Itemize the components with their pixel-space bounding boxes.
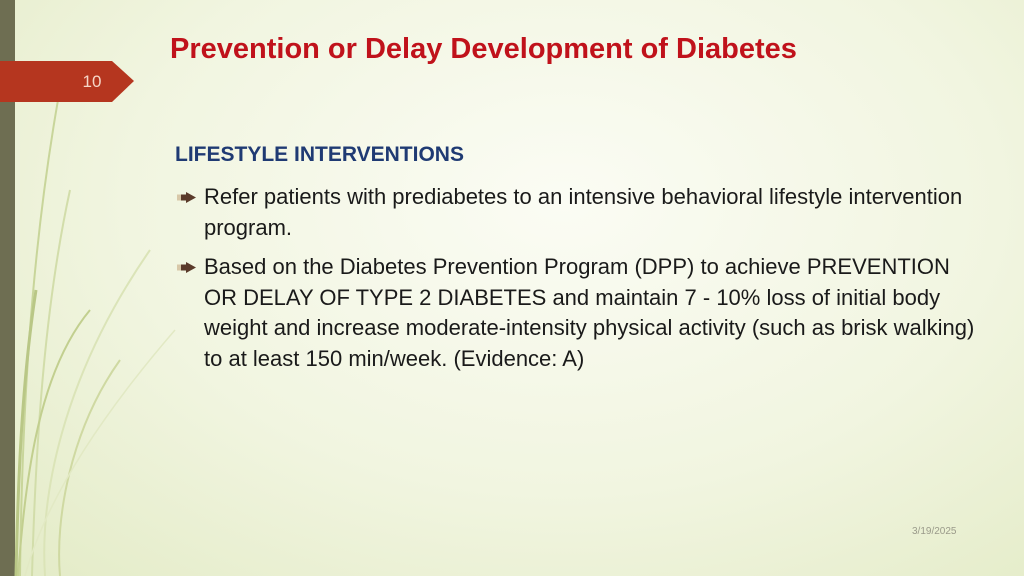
slide-date: 3/19/2025 bbox=[912, 526, 957, 537]
slide-title: Prevention or Delay Development of Diabetes bbox=[170, 33, 797, 65]
bullet-text: Refer patients with prediabetes to an intensive behavioral lifestyle intervention program. bbox=[204, 184, 963, 240]
arrow-bullet-icon bbox=[177, 192, 196, 203]
bullet-text: Based on the Diabetes Prevention Program (DPP) to achieve PREVENTION OR DELAY OF TYPE 2 DIABETES and maintain 7 - 10% loss of initial body weight and increase moderate-intensity physical activity (such as brisk walking) to at least 150 min/week. (Evidence: A) bbox=[204, 254, 975, 371]
section-subheading: LIFESTYLE INTERVENTIONS bbox=[175, 143, 464, 166]
bullet-item bbox=[175, 252, 975, 374]
slide-number: 10 bbox=[82, 72, 102, 91]
arrow-bullet-icon bbox=[177, 262, 196, 273]
slide-number-tab bbox=[0, 61, 134, 102]
bullet-list bbox=[175, 182, 975, 383]
bullet-item bbox=[175, 182, 975, 243]
